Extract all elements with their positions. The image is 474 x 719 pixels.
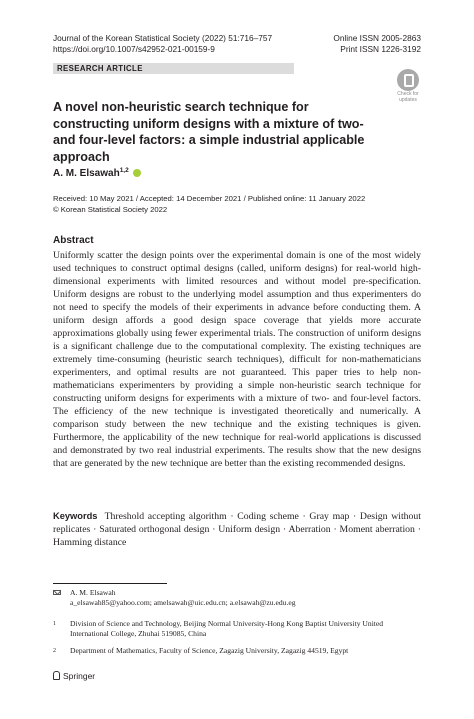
check-for-updates-line2: updates bbox=[399, 97, 417, 103]
publisher-name: Springer bbox=[63, 671, 96, 681]
author-name[interactable]: A. M. Elsawah bbox=[53, 168, 120, 179]
check-for-updates-badge[interactable] bbox=[393, 69, 423, 101]
print-issn: Print ISSN 1226-3192 bbox=[340, 44, 421, 54]
journal-citation: Journal of the Korean Statistical Society (2022) 51:716–757 bbox=[53, 33, 273, 43]
journal-header-left bbox=[53, 33, 272, 55]
envelope-icon bbox=[53, 590, 61, 596]
author-affiliation-marks: 1,2 bbox=[119, 167, 129, 174]
orcid-icon[interactable] bbox=[133, 169, 141, 177]
publisher-mark bbox=[53, 671, 95, 682]
affiliation-2-mark: 2 bbox=[53, 648, 56, 654]
article-title: A novel non-heuristic search technique for constructing uniform designs with a mixture of two- and four-level factors: a simple industrial applicable approach bbox=[53, 100, 365, 164]
abstract-body: Uniformly scatter the design points over the experimental domain is one of the most widely used techniques to construct optimal designs (called, uniform designs) for real-world high-dimensional experiments with limited resources and without model pre-specification. Uniform designs are robust to the underlying model assumption and thus experimenters do not need to specify the models of their experiments in advance before conducting them. A uniform design affords a good design space coverage that yields more accurate approximations globally using fewer experimental trials. The construction of uniform designs is a significant challenge due to the computational complexity. The existing techniques are extremely time-consuming (heuristic search techniques), difficult for non-mathematicians experimenters, and optimal results are not guaranteed. This paper tries to help non-mathematicians experimenters by providing a simple non-heuristic search technique for constructing uniform designs for experiments with a mixture of two- and four-level factors. The efficiency of the new technique is investigated theoretically and numerically. A comparison study between the new technique and the existing techniques is given. Furthermore, the applicability of the new technique for real-world applications is discussed and demonstrated by two real industrial experiments. The results show that the new designs that are generated by the new technique are better than the existing recommended designs. bbox=[53, 250, 421, 469]
online-issn: Online ISSN 2005-2863 bbox=[333, 33, 421, 43]
affiliation-footnote-1 bbox=[53, 619, 421, 639]
check-for-updates-line1: Check for bbox=[397, 91, 419, 97]
contact-emails[interactable]: a_elsawah85@yahoo.com; amelsawah@uic.edu.cn; a.elsawah@zu.edu.eg bbox=[70, 598, 296, 608]
contact-name: A. M. Elsawah bbox=[70, 588, 116, 597]
doi-link[interactable]: https://doi.org/10.1007/s42952-021-00159-9 bbox=[53, 44, 215, 54]
keywords-label: Keywords bbox=[53, 511, 98, 521]
article-dates bbox=[53, 194, 365, 215]
abstract-heading: Abstract bbox=[53, 235, 94, 246]
copyright-line: © Korean Statistical Society 2022 bbox=[53, 204, 168, 214]
article-history: Received: 10 May 2021 / Accepted: 14 December 2021 / Published online: 11 January 2022 bbox=[53, 194, 366, 203]
footnote-rule bbox=[53, 583, 167, 584]
affiliation-1-text: Division of Science and Technology, Beijing Normal University-Hong Kong Baptist University United International College, Zhuhai 519085, China bbox=[70, 619, 384, 639]
affiliation-2-text: Department of Mathematics, Faculty of Science, Zagazig University, Zagazig 44519, Egypt bbox=[70, 646, 349, 655]
springer-horse-icon bbox=[53, 671, 60, 680]
article-type-banner: RESEARCH ARTICLE bbox=[53, 63, 294, 74]
affiliation-1-mark: 1 bbox=[53, 621, 56, 627]
corresponding-author-footnote bbox=[53, 588, 421, 608]
journal-header-right bbox=[333, 33, 421, 55]
affiliation-footnote-2 bbox=[53, 646, 421, 656]
check-for-updates-icon bbox=[397, 69, 419, 91]
author-line bbox=[53, 165, 141, 180]
keywords-list: Threshold accepting algorithm · Coding scheme · Gray map · Design without replicates · Saturated orthogonal design · Uniform design · Aberration · Moment aberration · Hamming distance bbox=[53, 511, 421, 548]
keywords-block bbox=[53, 510, 421, 549]
